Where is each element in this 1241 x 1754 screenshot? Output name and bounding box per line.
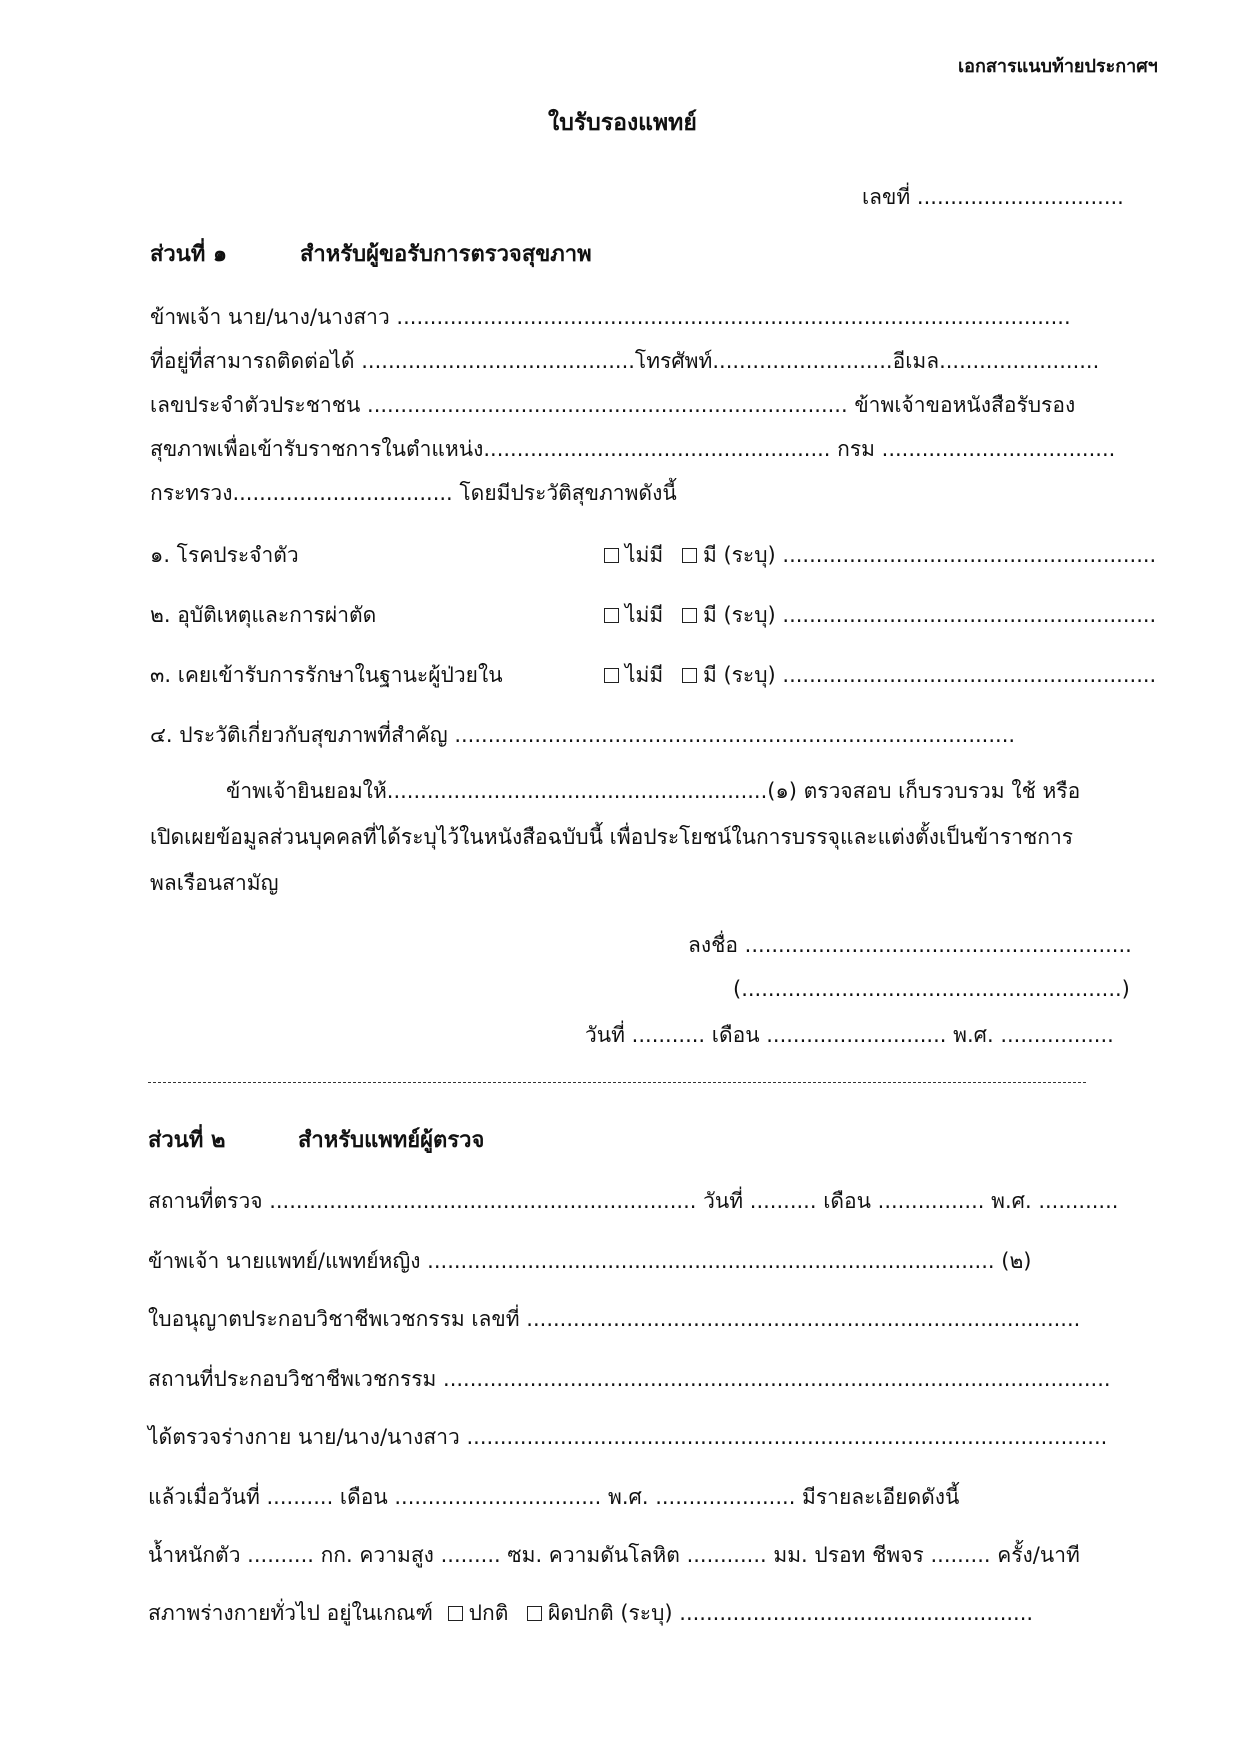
history-label-accident: ๒. อุบัติเหตุและการผ่าตัด: [150, 603, 377, 627]
history-options-chronic: [604, 540, 1156, 570]
national-id-field[interactable]: เลขประจำตัวประชาชน ........................................................................ ข้าพเจ้าขอหนังสือรับรอง: [150, 393, 1076, 417]
signature-name-field[interactable]: (.........................................................): [733, 977, 1130, 1001]
normal-label: ปกติ: [468, 1601, 509, 1625]
document-number[interactable]: เลขที่ ...............................: [862, 185, 1124, 209]
option-yes-field[interactable]: มี (ระบุ) ........................................................: [702, 603, 1157, 627]
header-note: เอกสารแนบท้ายประกาศฯ: [958, 56, 1158, 77]
general-condition-label: สภาพร่างกายทั่วไป อยู่ในเกณฑ์: [148, 1601, 433, 1625]
checkbox-accident-yes[interactable]: [682, 608, 697, 623]
history-options-inpatient: [604, 660, 1156, 690]
consent-line-1[interactable]: ข้าพเจ้ายินยอมให้.........................................................(๑) ตรวจสอบ เก็บรวบรวม ใช้ หรือ: [226, 779, 1081, 803]
consent-line-2: เปิดเผยข้อมูลส่วนบุคคลที่ได้ระบุไว้ในหนังสือฉบับนี้ เพื่อประโยชน์ในการบรรจุและแต่งตั้งเป็นข้าราชการ: [150, 825, 1074, 849]
part2-heading-number: ส่วนที่ ๒: [148, 1128, 226, 1153]
part2-heading-title: สำหรับแพทย์ผู้ตรวจ: [298, 1128, 485, 1153]
option-yes-field[interactable]: มี (ระบุ) ........................................................: [702, 543, 1157, 567]
history-label-inpatient: ๓. เคยเข้ารับการรักษาในฐานะผู้ป่วยใน: [150, 663, 503, 687]
history-options-accident: [604, 600, 1156, 630]
section-divider: [148, 1082, 1086, 1083]
license-number-field[interactable]: ใบอนุญาตประกอบวิชาชีพเวชกรรม เลขที่ ...................................................................................: [148, 1307, 1081, 1331]
signature-date-field[interactable]: วันที่ ........... เดือน ........................... พ.ศ. .................: [585, 1023, 1114, 1047]
position-field[interactable]: สุขภาพเพื่อเข้ารับราชการในตำแหน่ง.................................................... กรม ...................................: [150, 437, 1116, 461]
option-yes-field[interactable]: มี (ระบุ) ........................................................: [702, 663, 1157, 687]
checkbox-chronic-yes[interactable]: [682, 548, 697, 563]
doctor-name-field[interactable]: ข้าพเจ้า นายแพทย์/แพทย์หญิง ..................................................................................... (๒): [148, 1249, 1032, 1273]
abnormal-field[interactable]: ผิดปกติ (ระบุ) .....................................................: [548, 1601, 1034, 1625]
consent-line-3: พลเรือนสามัญ: [150, 871, 279, 895]
vital-signs-field[interactable]: น้ำหนักตัว .......... กก. ความสูง ......... ซม. ความดันโลหิต ............ มม. ปรอท ชีพจร ......... ครั้ง/นาที: [148, 1543, 1080, 1567]
examinee-name-field[interactable]: ได้ตรวจร่างกาย นาย/นาง/นางสาว ................................................................................................: [148, 1425, 1108, 1449]
general-condition-row: [148, 1598, 1033, 1628]
history-label-chronic: ๑. โรคประจำตัว: [150, 543, 299, 567]
checkbox-accident-no[interactable]: [604, 608, 619, 623]
checkbox-inpatient-yes[interactable]: [682, 668, 697, 683]
page-title: ใบรับรองแพทย์: [548, 110, 697, 136]
exam-location-field[interactable]: สถานที่ตรวจ ................................................................ วันที่ .......... เดือน ................ พ.ศ. ............: [148, 1189, 1119, 1213]
signature-field[interactable]: ลงชื่อ ..........................................................: [688, 933, 1132, 957]
important-health-history-field[interactable]: ๔. ประวัติเกี่ยวกับสุขภาพที่สำคัญ ....................................................................................: [150, 723, 1016, 747]
checkbox-chronic-no[interactable]: [604, 548, 619, 563]
ministry-field[interactable]: กระทรวง................................. โดยมีประวัติสุขภาพดังนี้: [150, 481, 677, 505]
option-no-label: ไม่มี: [625, 543, 664, 567]
part1-heading-number: ส่วนที่ ๑: [150, 242, 227, 267]
applicant-name-field[interactable]: ข้าพเจ้า นาย/นาง/นางสาว .....................................................................................................: [150, 305, 1071, 329]
part1-heading-title: สำหรับผู้ขอรับการตรวจสุขภาพ: [300, 242, 592, 267]
checkbox-normal[interactable]: [448, 1606, 463, 1621]
option-no-label: ไม่มี: [625, 603, 664, 627]
exam-date-field[interactable]: แล้วเมื่อวันที่ .......... เดือน ............................... พ.ศ. ..................... มีรายละเอียดดังนี้: [148, 1485, 960, 1509]
option-no-label: ไม่มี: [625, 663, 664, 687]
checkbox-inpatient-no[interactable]: [604, 668, 619, 683]
checkbox-abnormal[interactable]: [527, 1606, 542, 1621]
contact-address-field[interactable]: ที่อยู่ที่สามารถติดต่อได้ .........................................โทรศัพท์...........................อีเมล........................: [150, 349, 1100, 373]
practice-location-field[interactable]: สถานที่ประกอบวิชาชีพเวชกรรม ....................................................................................................: [148, 1367, 1111, 1391]
